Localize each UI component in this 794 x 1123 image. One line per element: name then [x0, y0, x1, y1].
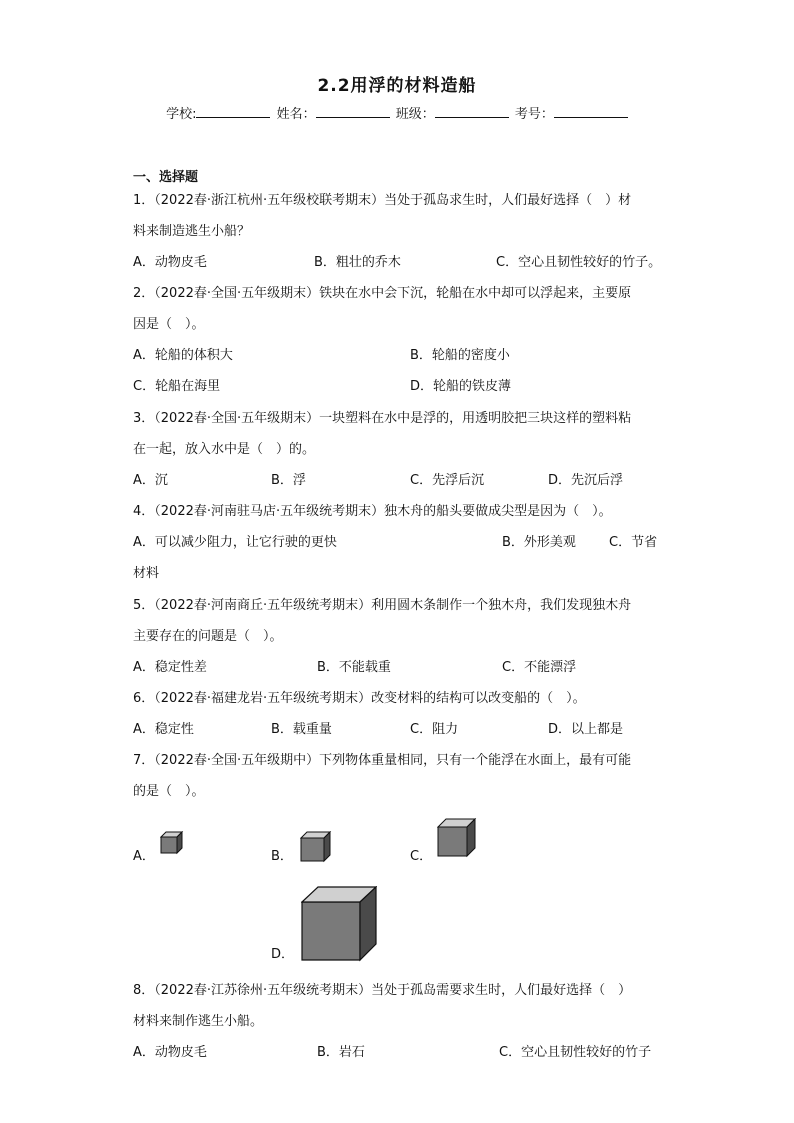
q1-option-b[interactable]: B．粗壮的乔木	[314, 255, 401, 270]
class-label: 班级：	[395, 107, 435, 122]
extra-large-cube-icon[interactable]	[301, 886, 377, 962]
q1-option-a[interactable]: A．动物皮毛	[133, 255, 207, 270]
question-5-line-2: 主要存在的问题是（ ）。	[133, 629, 283, 644]
question-3-line-2: 在一起，放入水中是（ ）的。	[133, 442, 316, 457]
q4-option-c[interactable]: C．节省	[609, 535, 658, 550]
q5-option-c[interactable]: C．不能漂浮	[502, 660, 577, 675]
q8-option-b[interactable]: B．岩石	[317, 1045, 365, 1060]
q5-option-b[interactable]: B．不能载重	[317, 660, 391, 675]
q5-option-a[interactable]: A．稳定性差	[133, 660, 207, 675]
q6-option-c[interactable]: C．阻力	[410, 722, 459, 737]
q8-option-c[interactable]: C．空心且韧性较好的竹子	[499, 1045, 652, 1060]
name-label: 姓名：	[276, 107, 316, 122]
class-blank[interactable]	[435, 105, 509, 118]
q4-option-c-continued: 材料	[133, 566, 160, 581]
student-info-row	[0, 103, 794, 122]
q7-option-c[interactable]: C．	[410, 849, 433, 864]
exam-no-label: 考号：	[514, 107, 554, 122]
large-cube-icon[interactable]	[437, 818, 477, 858]
q8-option-a[interactable]: A．动物皮毛	[133, 1045, 207, 1060]
question-7-line-1: 7．（2022春·全国·五年级期中）下列物体重量相同，只有一个能浮在水面上，最有可能	[133, 753, 632, 768]
q3-option-a[interactable]: A．沉	[133, 473, 168, 488]
question-4-line-1: 4．（2022春·河南驻马店·五年级统考期末）独木舟的船头要做成尖型是因为（ ）。	[133, 504, 612, 519]
question-7-line-2: 的是（ ）。	[133, 784, 205, 799]
q2-option-b[interactable]: B．轮船的密度小	[410, 348, 510, 363]
small-cube-icon[interactable]	[160, 831, 184, 855]
school-blank[interactable]	[196, 105, 270, 118]
q2-option-c[interactable]: C．轮船在海里	[133, 379, 221, 394]
q1-option-c[interactable]: C．空心且韧性较好的竹子。	[496, 255, 662, 270]
q6-option-a[interactable]: A．稳定性	[133, 722, 194, 737]
question-3-line-1: 3．（2022春·全国·五年级期末）一块塑料在水中是浮的，用透明胶把三块这样的塑料粘	[133, 411, 632, 426]
question-8-line-2: 材料来制作逃生小船。	[133, 1014, 264, 1029]
q6-option-b[interactable]: B．载重量	[271, 722, 332, 737]
q7-option-a[interactable]: A．	[133, 849, 155, 864]
q4-option-b[interactable]: B．外形美观	[502, 535, 576, 550]
q3-option-b[interactable]: B．浮	[271, 473, 306, 488]
question-1-line-1: 1．（2022春·浙江杭州·五年级校联考期末）当处于孤岛求生时，人们最好选择（ ）材	[133, 193, 632, 208]
q6-option-d[interactable]: D．以上都是	[548, 722, 624, 737]
page-title: 2.2用浮的材料造船	[317, 76, 477, 96]
question-8-line-1: 8．（2022春·江苏徐州·五年级统考期末）当处于孤岛需要求生时，人们最好选择（ ）	[133, 983, 632, 998]
q2-option-d[interactable]: D．轮船的铁皮薄	[410, 379, 512, 394]
question-2-line-1: 2．（2022春·全国·五年级期末）铁块在水中会下沉，轮船在水中却可以浮起来，主要原	[133, 286, 632, 301]
school-label: 学校:	[166, 107, 197, 122]
question-6-line-1: 6．（2022春·福建龙岩·五年级统考期末）改变材料的结构可以改变船的（ ）。	[133, 691, 586, 706]
name-blank[interactable]	[316, 105, 390, 118]
question-5-line-1: 5．（2022春·河南商丘·五年级统考期末）利用圆木条制作一个独木舟，我们发现独木舟	[133, 598, 632, 613]
q4-option-a[interactable]: A．可以减少阻力，让它行驶的更快	[133, 535, 337, 550]
medium-cube-icon[interactable]	[300, 831, 332, 863]
q2-option-a[interactable]: A．轮船的体积大	[133, 348, 233, 363]
q7-option-b[interactable]: B．	[271, 849, 293, 864]
q7-option-d[interactable]: D．	[271, 947, 295, 962]
q3-option-c[interactable]: C．先浮后沉	[410, 473, 485, 488]
question-2-line-2: 因是（ ）。	[133, 317, 205, 332]
section-title: 一、选择题	[133, 170, 199, 185]
question-1-line-2: 料来制造逃生小船？	[133, 224, 251, 239]
exam-no-blank[interactable]	[554, 105, 628, 118]
q3-option-d[interactable]: D．先沉后浮	[548, 473, 624, 488]
